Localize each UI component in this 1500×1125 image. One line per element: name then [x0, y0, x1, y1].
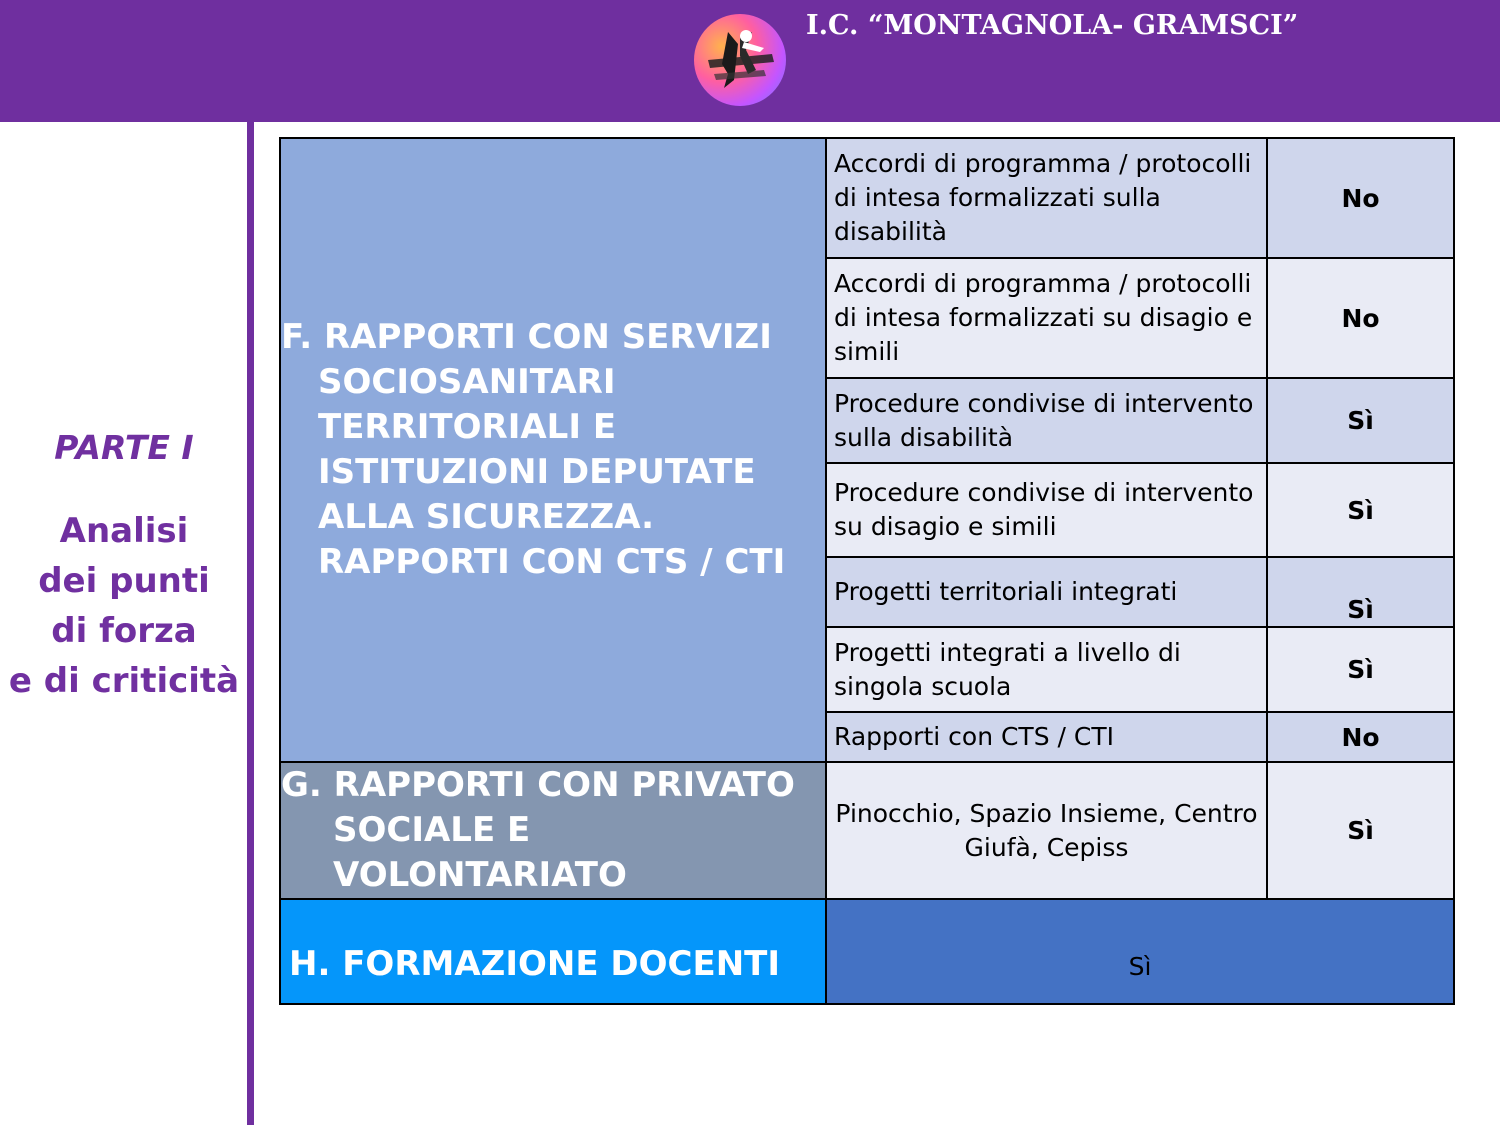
section-f-title: F. RAPPORTI CON SERVIZI SOCIOSANITARI TERRITORIALI E ISTITUZIONI DEPUTATE ALLA SICUREZZA. RAPPORTI CON CTS / CTI — [280, 138, 826, 762]
part-label: PARTE I — [54, 428, 194, 467]
item-label: Pinocchio, Spazio Insieme, Centro Giufà, Cepiss — [826, 762, 1267, 899]
item-value: Sì — [1267, 378, 1454, 463]
description-line: Analisi — [59, 511, 189, 551]
item-value: Sì — [1267, 463, 1454, 557]
assessment-table — [279, 137, 1455, 1005]
item-label: Progetti integrati a livello di singola scuola — [826, 627, 1267, 712]
table-row — [280, 762, 1454, 899]
item-value: Sì — [1267, 762, 1454, 899]
description-line: dei punti — [38, 561, 210, 601]
item-value: No — [1267, 258, 1454, 378]
header-bar — [0, 0, 1500, 122]
item-label: Procedure condivise di intervento sulla disabilità — [826, 378, 1267, 463]
table-row — [280, 899, 1454, 1004]
item-value: No — [1267, 712, 1454, 762]
description-line: e di criticità — [8, 661, 240, 701]
item-value: Sì — [1267, 557, 1454, 627]
section-h-title: H. FORMAZIONE DOCENTI — [280, 899, 826, 1004]
part-description — [0, 506, 248, 706]
school-logo-icon — [694, 14, 786, 106]
table-row — [280, 138, 1454, 258]
item-label: Rapporti con CTS / CTI — [826, 712, 1267, 762]
sidebar-divider — [247, 122, 254, 1125]
section-g-title: G. RAPPORTI CON PRIVATO SOCIALE E VOLONTARIATO — [280, 762, 826, 899]
item-label: Progetti territoriali integrati — [826, 557, 1267, 627]
section-h-value: Sì — [826, 899, 1454, 1004]
item-label: Accordi di programma / protocolli di intesa formalizzati sulla disabilità — [826, 138, 1267, 258]
item-label: Procedure condivise di intervento su disagio e simili — [826, 463, 1267, 557]
school-name: I.C. “MONTAGNOLA- GRAMSCI” — [806, 10, 1299, 41]
item-label: Accordi di programma / protocolli di intesa formalizzati su disagio e simili — [826, 258, 1267, 378]
description-line: di forza — [51, 611, 197, 651]
item-value: Sì — [1267, 627, 1454, 712]
item-value: No — [1267, 138, 1454, 258]
